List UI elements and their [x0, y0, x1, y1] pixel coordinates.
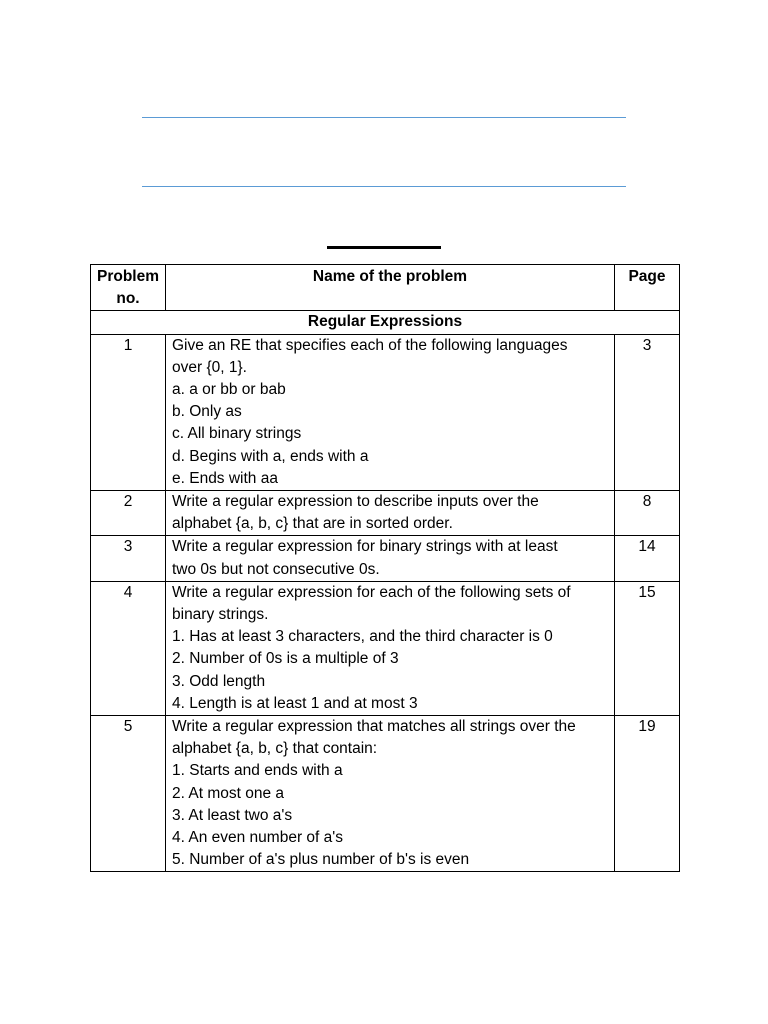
problem-description-line: a. a or bb or bab — [172, 381, 286, 399]
problem-description-line: d. Begins with a, ends with a — [172, 447, 369, 465]
problem-description-line: Write a regular expression for each of the following sets of — [172, 583, 571, 601]
problem-description-line: 4. Length is at least 1 and at most 3 — [172, 694, 418, 712]
header-page: Page — [615, 265, 680, 311]
problem-description — [166, 581, 615, 715]
table-row — [91, 581, 680, 715]
problem-description — [166, 491, 615, 536]
problem-description — [166, 334, 615, 490]
table-header-row — [91, 265, 680, 311]
table-row — [91, 334, 680, 490]
problem-description-line: c. All binary strings — [172, 425, 302, 443]
table-row — [91, 536, 680, 581]
page-number: 3 — [615, 334, 680, 490]
problem-description-line: 4. An even number of a's — [172, 829, 343, 847]
problem-description-line: alphabet {a, b, c} that are in sorted order. — [172, 515, 453, 533]
problem-description-line: Write a regular expression that matches all strings over the — [172, 718, 576, 736]
header-problem-no: Problem no. — [91, 265, 166, 311]
problem-number: 3 — [91, 536, 166, 581]
problem-description-line: 1. Has at least 3 characters, and the third character is 0 — [172, 628, 553, 646]
page-number: 14 — [615, 536, 680, 581]
problem-description-line: 2. At most one a — [172, 784, 285, 802]
bottom-divider-line — [142, 186, 626, 187]
problem-description-line: 5. Number of a's plus number of b's is even — [172, 851, 470, 869]
problem-description-line: binary strings. — [172, 606, 269, 624]
table-row — [91, 491, 680, 536]
page-number: 8 — [615, 491, 680, 536]
problem-description — [166, 536, 615, 581]
problem-description-line: two 0s but not consecutive 0s. — [172, 560, 380, 578]
problem-number: 5 — [91, 716, 166, 872]
problem-description-line: 3. At least two a's — [172, 806, 293, 824]
problem-description-line: alphabet {a, b, c} that contain: — [172, 740, 378, 758]
top-divider-line — [142, 117, 626, 118]
section-title: Regular Expressions — [91, 311, 680, 334]
problem-number: 4 — [91, 581, 166, 715]
problem-description-line: over {0, 1}. — [172, 358, 247, 376]
table-row — [91, 716, 680, 872]
problem-description-line: 2. Number of 0s is a multiple of 3 — [172, 650, 399, 668]
problem-description-line: e. Ends with aa — [172, 469, 278, 487]
section-row — [91, 311, 680, 334]
problem-number: 2 — [91, 491, 166, 536]
problem-index-table — [90, 264, 680, 872]
page-number: 15 — [615, 581, 680, 715]
problem-description-line: 1. Starts and ends with a — [172, 762, 343, 780]
problem-description-line: Write a regular expression to describe inputs over the — [172, 493, 539, 511]
header-name: Name of the problem — [166, 265, 615, 311]
problem-description-line: 3. Odd length — [172, 672, 266, 690]
problem-description-line: Write a regular expression for binary strings with at least — [172, 538, 558, 556]
heading-underline-bar — [327, 246, 441, 249]
problem-description — [166, 716, 615, 872]
problem-description-line: Give an RE that specifies each of the following languages — [172, 336, 568, 354]
page-number: 19 — [615, 716, 680, 872]
problem-number: 1 — [91, 334, 166, 490]
problem-description-line: b. Only as — [172, 403, 242, 421]
